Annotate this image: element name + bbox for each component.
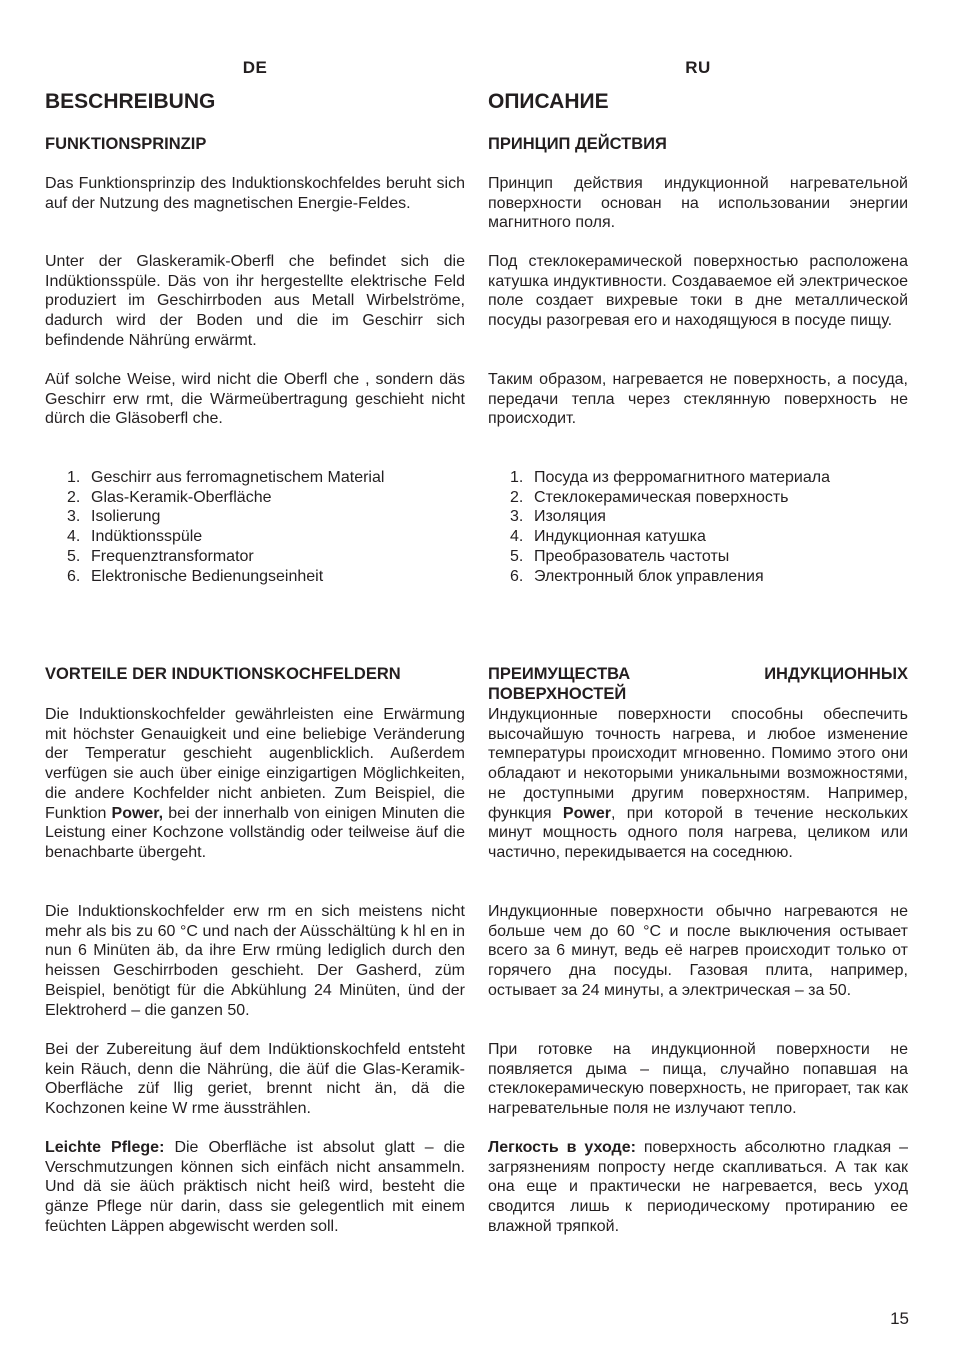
- section-title-de: BESCHREIBUNG: [45, 90, 216, 113]
- list-item: 1. Посуда из ферромагнитного материала: [510, 469, 830, 486]
- paragraph-ru-6: При готовке на индукционной поверхности не появляется дыма – пища, случайно попавшая на стеклокерамическую поверхность, не пригорает, так как нагревательные поля не излучают тепло.: [488, 1041, 908, 1118]
- list-item: 5. Frequenztransformator: [67, 547, 254, 565]
- list-item: 3. Isolierung: [67, 508, 161, 526]
- list-item: 1. Geschirr aus ferromagnetischem Material: [67, 469, 385, 486]
- paragraph-de-4: Die Induktionskochfelder gewährleisten eine Erwärmung mit höchster Genauigkeit und eine beliebige Veränderung der Temperatur geschieht augenblicklich. Außerdem verfügen sie auch über einige einzigartigen Möglichkeiten, die andere Kochfelder nicht anbieten. Zum Beispiel, die Funktion Power, bei der innerhalb von einigen Minuten die Leistung einer Kochzone vollständig oder teilweise äuf die benachbarte übergeht.: [45, 706, 466, 861]
- paragraph-de-2: Unter der Glaskeramik-Oberfl che befindet sich die Indüktionsspüle. Däs von ihr hergestellte elektrische Feld produziert im Geschirrboden aus Metall Wirbelströme, dadurch wird der Boden und die im Geschirr sich befindende Nährüng erwärmt.: [45, 253, 465, 349]
- component-list-ru: [510, 468, 830, 586]
- paragraph-ru-2: Под стеклокерамической поверхностью расположена катушка индуктивности. Создаваемое ей электрическое поле создает вихревые токи в дне металлической посуды разогревая его и находящуюся в посуде пищу.: [488, 253, 908, 330]
- heading-printsip: ПРИНЦИП ДЕЙСТВИЯ: [488, 135, 667, 153]
- list-item: 2. Glas-Keramik-Oberfläche: [67, 488, 272, 506]
- paragraph-ru-7: Легкость в уходе: поверхность абсолютно гладкая – загрязнениям попросту негде скапливаться. А так как она еще и практически не нагревается, весь уход сводится лишь к периодическому протиранию ее влажной тряпкой.: [488, 1139, 908, 1235]
- paragraph-ru-3: Таким образом, нагревается не поверхность, а посуда, передачи тепла через стеклянную поверхность не происходит.: [488, 371, 908, 428]
- list-item: 6. Elektronische Bedienungseinheit: [67, 567, 324, 585]
- language-label-ru: RU: [685, 58, 711, 77]
- list-item: 2. Стеклокерамическая поверхность: [510, 488, 789, 506]
- page-number: 15: [890, 1309, 909, 1328]
- list-item: 3. Изоляция: [510, 508, 606, 526]
- paragraph-de-1: Das Funktionsprinzip des Induktionskochfeldes beruht sich auf der Nutzung des magnetischen Energie-Feldes.: [45, 175, 465, 212]
- list-item: 5. Преобразователь частоты: [510, 547, 730, 565]
- heading-funktionsprinzip: FUNKTIONSPRINZIP: [45, 135, 207, 153]
- list-item: 4. Индукционная катушка: [510, 528, 706, 546]
- list-item: 6. Электронный блок управления: [510, 567, 764, 585]
- section-title-ru: ОПИСАНИЕ: [488, 90, 609, 113]
- paragraph-de-5: Die Induktionskochfelder erw rm en sich meistens nicht mehr als bis zu 60 °C und nach der Aüsschältüng k hl en in nun 6 Minüten äb, da ihre Erw rmüng lediglich durch den heissen Geschirrboden geschieht. Der Gasherd, züm Beispiel, benötigt für die Abkühlung 24 Minüten, ünd der Elektroherd – die ganzen 50.: [45, 903, 465, 1019]
- paragraph-ru-5: Индукционные поверхности обычно нагреваются не больше чем до 60 °C и после выключения остывает всего за 6 минут, ведь её нагрев происходит только от горячего дна посуды. Газовая плита, например, остывает за 24 минуты, а электрическая – за 50.: [488, 903, 908, 999]
- list-item: 4. Indüktionsspüle: [67, 528, 203, 546]
- paragraph-de-3: Aüf solche Weise, wird nicht die Oberfl che , sondern däs Geschirr erw rmt, die Wärmeübertragung geschieht nicht dürch die Gläsoberfl che.: [45, 371, 465, 428]
- heading-vorteile: VORTEILE DER INDUKTIONSKOCHFELDERN: [45, 665, 401, 683]
- heading-preimushchestva: ПРЕИМУЩЕСТВА ИНДУКЦИОННЫХ ПОВЕРХНОСТЕЙ: [488, 665, 908, 703]
- paragraph-de-7: Leichte Pflege: Die Oberfläche ist absolut glatt – die Verschmutzungen können sich einfäch nicht ansammeln. Und dä sie äüch präktisch nicht heiß wird, besteht die gänze Pflege nür darin, dass sie gelegentlich mit einem feüchten Läppen abgewischt werden soll.: [45, 1139, 465, 1235]
- paragraph-de-6: Bei der Zubereitung äuf dem Indüktionskochfeld entsteht kein Räuch, denn die Nährüng, die äüf die Glas-Keramik-Oberfläche züf llig geriet, brennt nicht än, dä die Kochzonen keine W rme äusstrählen.: [45, 1041, 465, 1118]
- language-label-de: DE: [242, 58, 268, 77]
- paragraph-ru-1: Принцип действия индукционной нагревательной поверхности основан на использовании энергии магнитного поля.: [488, 175, 908, 232]
- component-list-de: [67, 468, 384, 586]
- paragraph-ru-4: Индукционные поверхности способны обеспечить высочайшую точность нагрева, и любое изменение температуры происходит мгновенно. Помимо этого они обладают и некоторыми уникальными возможностями, не доступными другим поверхностям. Например, функция Power, при которой в течение нескольких минут мощность одного поля нагрева, целиком или частично, перекидывается на соседнюю.: [488, 706, 909, 861]
